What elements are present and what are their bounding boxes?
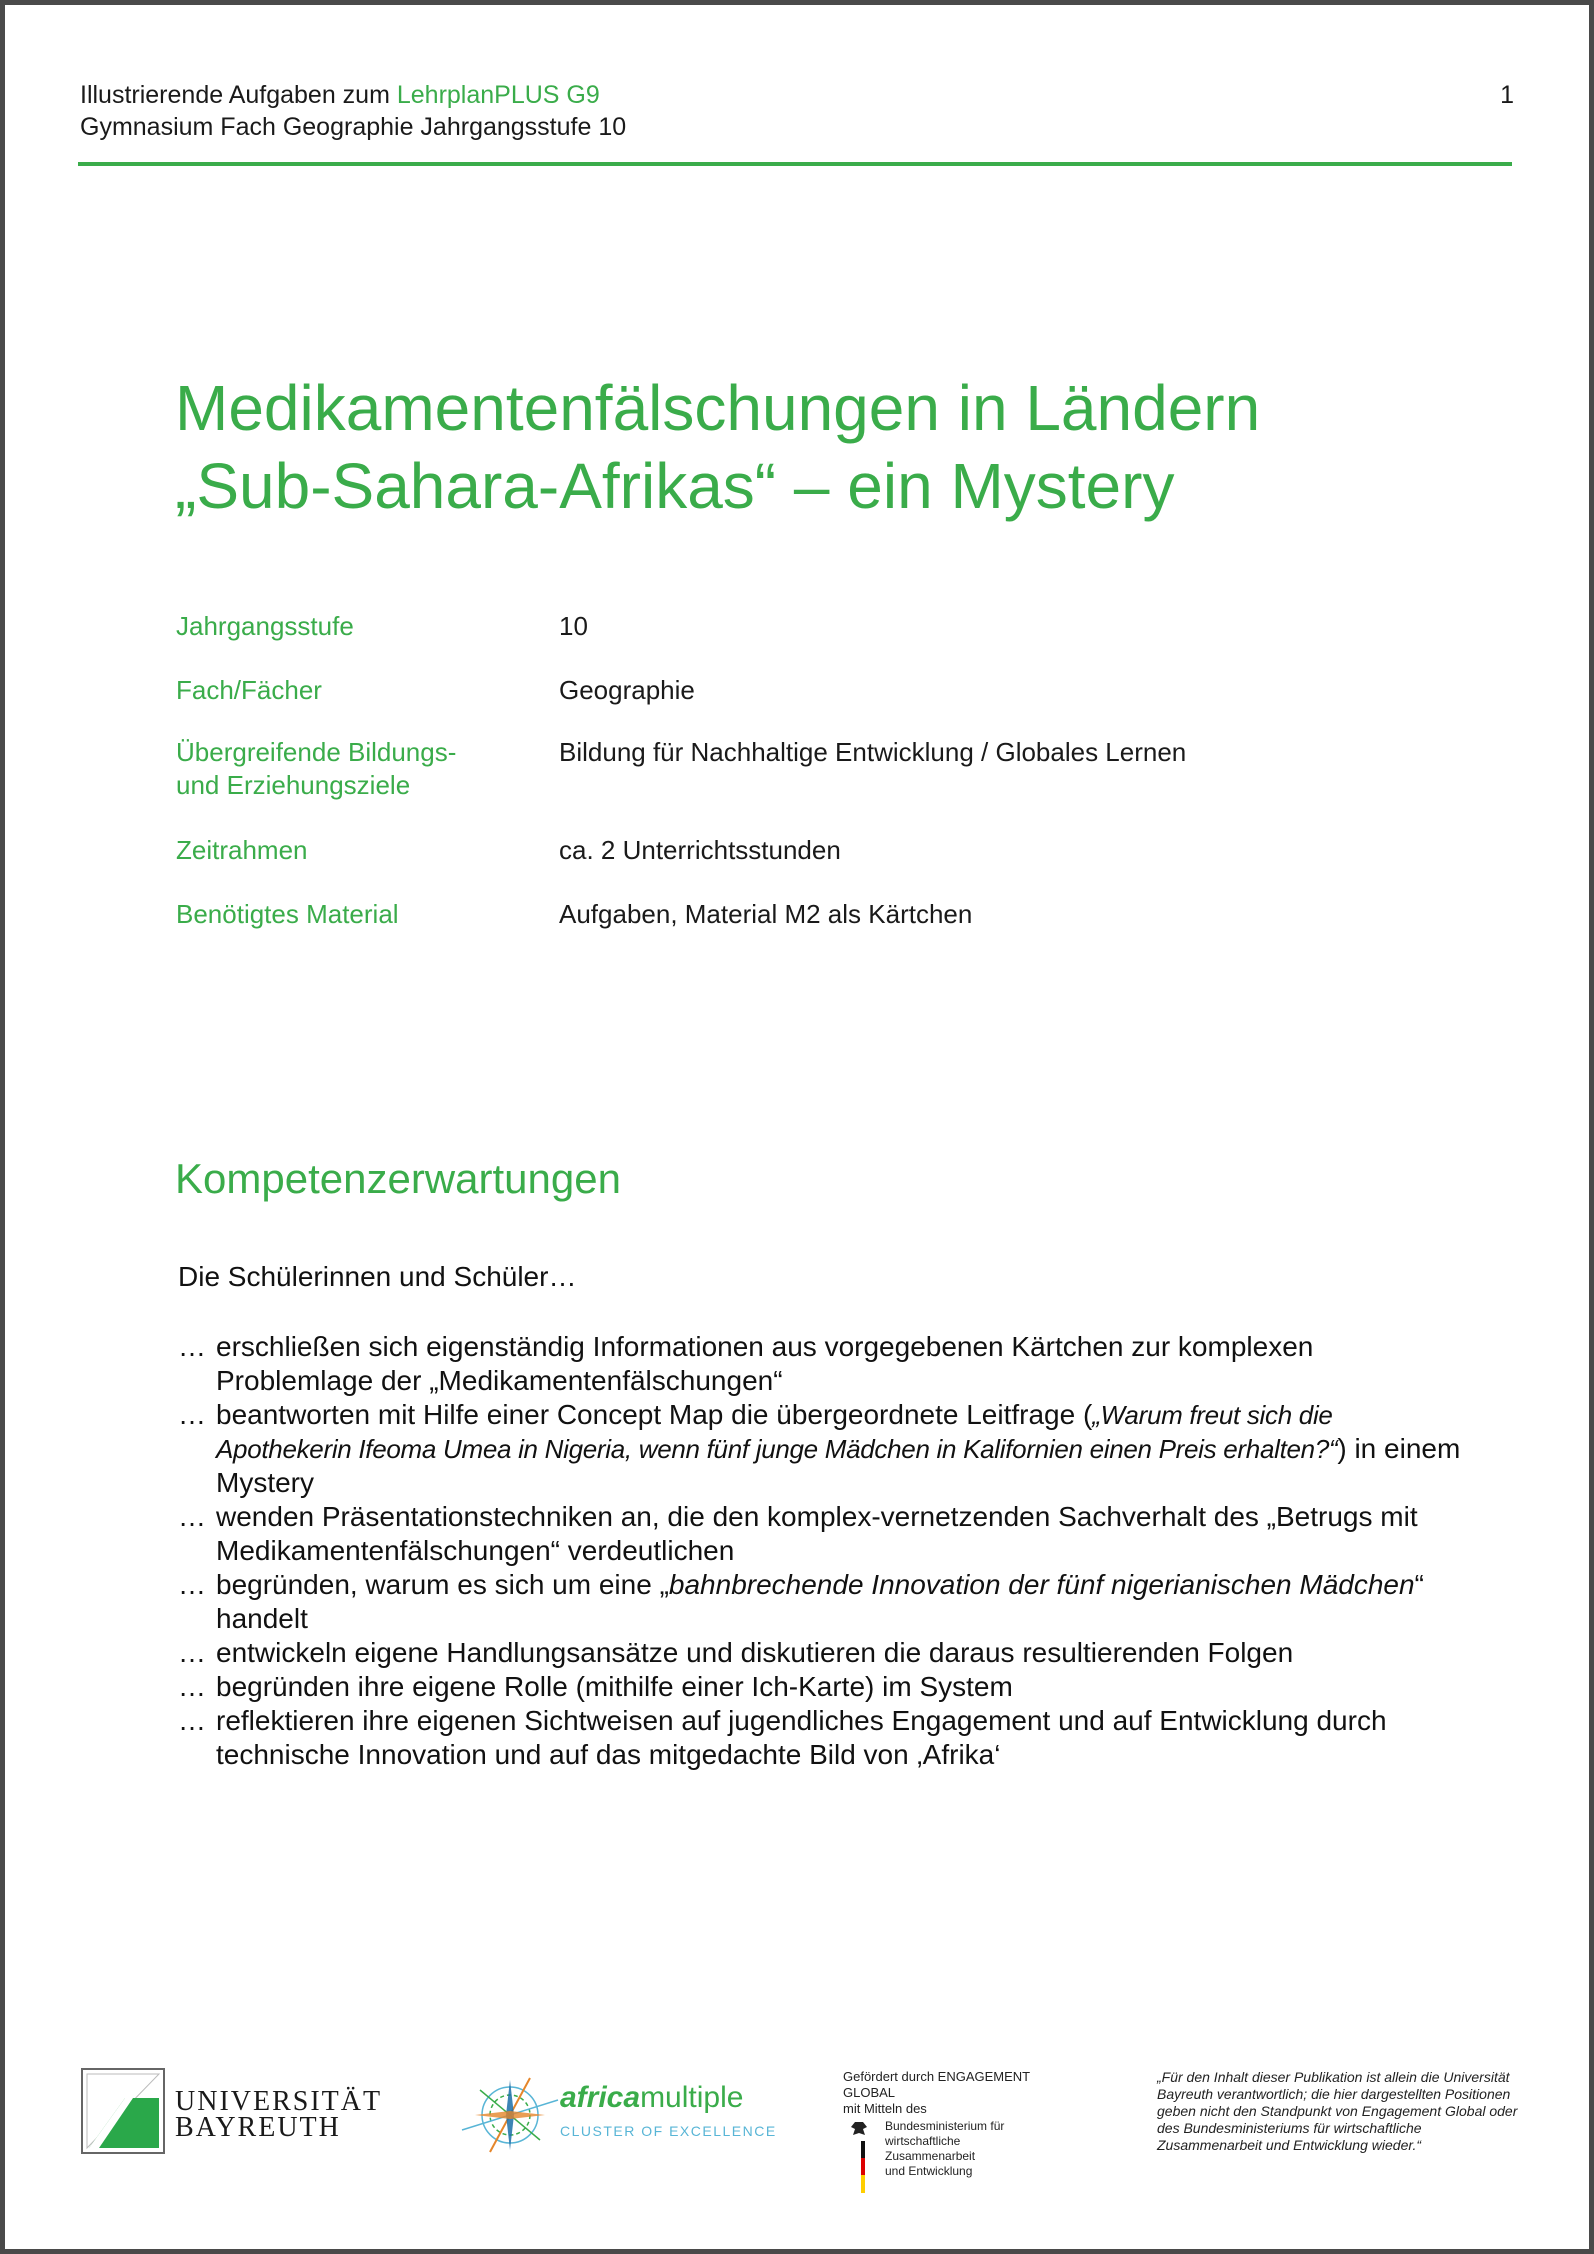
am-word-2: multiple: [640, 2081, 744, 2114]
university-bayreuth-wordmark: [175, 2086, 383, 2143]
competencies-intro: Die Schülerinnen und Schüler…: [178, 1261, 577, 1292]
item-text-pre: beantworten mit Hilfe einer Concept Map die übergeordnete Leitfrage (: [216, 1399, 1093, 1430]
item-text: reflektieren ihre eigenen Sichtweisen auf jugendliches Engagement und auf Entwicklung durch technische Innovation und auf das mitgedachte Bild von ‚Afrika‘: [216, 1705, 1387, 1770]
ministry-name: Bundesministerium für wirtschaftliche Zusammenarbeit und Entwicklung: [885, 2119, 1005, 2178]
meta-value: Aufgaben, Material M2 als Kärtchen: [559, 899, 973, 929]
ellipsis-bullet: …: [178, 1501, 206, 1532]
header-line-2: Gymnasium Fach Geographie Jahrgangsstufe 10: [80, 113, 627, 141]
federal-eagle-flag-icon: [847, 2119, 877, 2195]
header-curriculum: LehrplanPLUS G9: [396, 81, 600, 109]
page-footer: [5, 2045, 1589, 2195]
list-item: [178, 1330, 1468, 1398]
funding-notice: [843, 2069, 1053, 2178]
competencies-heading: Kompetenzerwartungen: [175, 1155, 621, 1202]
disclaimer: „Für den Inhalt dieser Publikation ist allein die Universität Bayreuth verantwortlich; die hier dargestellten Positionen geben nicht den Standpunkt von Engagement Global oder des Bundesministeriums für wirtschaftliche Zusammenarbeit und Entwicklung wieder.“: [1157, 2069, 1518, 2153]
ubt-line-2: BAYREUTH: [175, 2112, 341, 2143]
list-item: [178, 1670, 1468, 1704]
list-item: [178, 1568, 1468, 1636]
meta-label: Fach/Fächer: [176, 675, 322, 705]
list-item: [178, 1704, 1468, 1772]
meta-label: Jahrgangsstufe: [176, 611, 354, 641]
guiding-question: „Warum freut sich die Apothekerin Ifeoma Umea in Nigeria, wenn fünf junge Mädchen in Kalifornien einen Preis erhalten?“: [216, 1400, 1338, 1464]
ellipsis-bullet: …: [178, 1705, 206, 1736]
item-emphasis: bahnbrechende Innovation der fünf nigerianischen Mädchen: [668, 1569, 1415, 1600]
funding-line-2: mit Mitteln des: [843, 2101, 927, 2116]
compass-icon: [460, 2070, 560, 2160]
header-divider: [78, 162, 1512, 166]
ellipsis-bullet: …: [178, 1331, 206, 1362]
header-prefix: Illustrierende Aufgaben zum: [80, 81, 397, 109]
meta-label: Übergreifende Bildungs- und Erziehungsziele: [176, 737, 457, 800]
item-text: begründen ihre eigene Rolle (mithilfe einer Ich-Karte) im System: [216, 1671, 1013, 1702]
ellipsis-bullet: …: [178, 1671, 206, 1702]
meta-label: Benötigtes Material: [176, 899, 399, 929]
page-number: 1: [1500, 81, 1514, 109]
page-title: [175, 369, 1260, 525]
document-page: [5, 5, 1589, 2249]
item-text: erschließen sich eigenständig Informationen aus vorgegebenen Kärtchen zur komplexen Problemlage der „Medikamentenfälschungen“: [216, 1331, 1314, 1396]
list-item: [178, 1398, 1468, 1500]
meta-value: Geographie: [559, 675, 695, 705]
item-text: entwickeln eigene Handlungsansätze und diskutieren die daraus resultierenden Folgen: [216, 1637, 1294, 1668]
ellipsis-bullet: …: [178, 1399, 206, 1430]
ellipsis-bullet: …: [178, 1637, 206, 1668]
cluster-subtitle: CLUSTER OF EXCELLENCE: [560, 2123, 777, 2139]
page-header: [80, 79, 626, 143]
item-text-post: “ handelt: [216, 1569, 1424, 1634]
item-text-pre: begründen, warum es sich um eine „: [216, 1569, 669, 1600]
meta-value: 10: [559, 611, 588, 641]
am-word-1: africa: [560, 2081, 641, 2114]
competencies-list: [178, 1330, 1468, 1772]
university-bayreuth-logo-icon: [81, 2068, 165, 2154]
item-text-post: ) in einem Mystery: [216, 1433, 1461, 1498]
africamultiple-wordmark: [560, 2081, 743, 2115]
title-line-2: „Sub-Sahara-Afrikas“ – ein Mystery: [175, 450, 1175, 522]
meta-value: ca. 2 Unterrichtsstunden: [559, 835, 841, 865]
meta-value: Bildung für Nachhaltige Entwicklung / Globales Lernen: [559, 737, 1187, 767]
meta-label: Zeitrahmen: [176, 835, 308, 865]
item-text: wenden Präsentationstechniken an, die den komplex-vernetzenden Sachverhalt des „Betrugs mit Medikamentenfälschungen“ verdeutlichen: [216, 1501, 1418, 1566]
header-line-1: [80, 79, 626, 111]
list-item: [178, 1500, 1468, 1568]
list-item: [178, 1636, 1468, 1670]
title-line-1: Medikamentenfälschungen in Ländern: [175, 372, 1261, 444]
funding-line-1: Gefördert durch ENGAGEMENT GLOBAL: [843, 2069, 1030, 2100]
ubt-line-1: UNIVERSITÄT: [175, 2086, 383, 2117]
ellipsis-bullet: …: [178, 1569, 206, 1600]
